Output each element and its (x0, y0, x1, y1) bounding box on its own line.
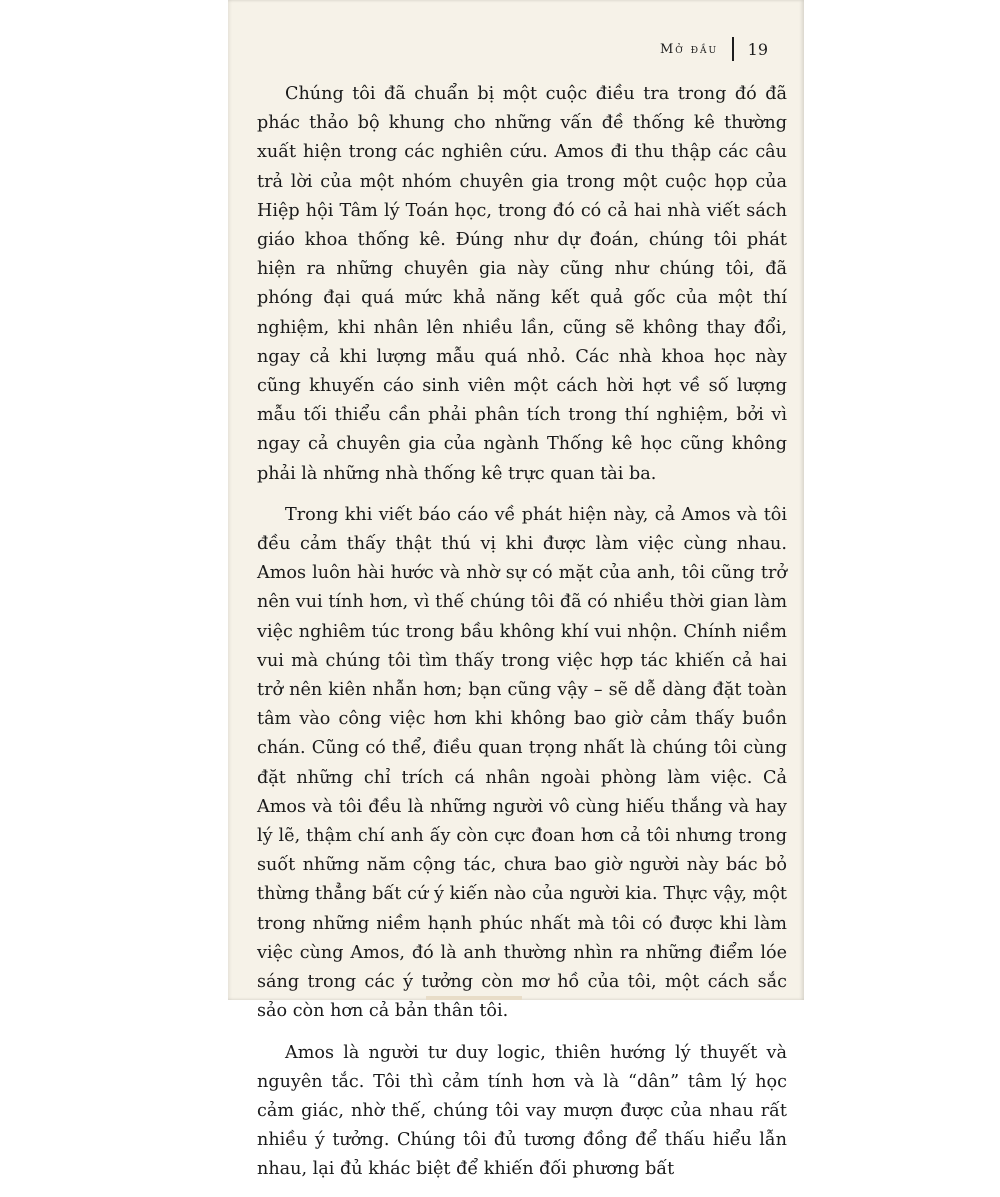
paragraph-2: Trong khi viết báo cáo về phát hiện này, cả Amos và tôi đều cảm thấy thật thú vị khi được làm việc cùng nhau. Amos luôn hài hước và nhờ sự có mặt của anh, tôi cũng trở nên vui tính hơn, vì thế chúng tôi đã có nhiều thời gian làm việc nghiêm túc trong bầu không khí vui nhộn. Chính niềm vui mà chúng tôi tìm thấy trong việc hợp tác khiến cả hai trở nên kiên nhẫn hơn; bạn cũng vậy – sẽ dễ dàng đặt toàn tâm vào công việc hơn khi không bao giờ cảm thấy buồn chán. Cũng có thể, điều quan trọng nhất là chúng tôi cùng đặt những chỉ trích cá nhân ngoài phòng làm việc. Cả Amos và tôi đều là những người vô cùng hiếu thắng và hay lý lẽ, thậm chí anh ấy còn cực đoan hơn cả tôi nhưng trong suốt những năm cộng tác, chưa bao giờ người này bác bỏ thừng thẳng bất cứ ý kiến nào của người kia. Thực vậy, một trong những niềm hạnh phúc nhất mà tôi có được khi làm việc cùng Amos, đó là anh thường nhìn ra những điểm lóe sáng trong các ý tưởng còn mơ hồ của tôi, một cách sắc sảo còn hơn cả bản thân tôi. (257, 504, 787, 1022)
page-number: 19 (747, 39, 768, 59)
paragraph-3: Amos là người tư duy logic, thiên hướng lý thuyết và nguyên tắc. Tôi thì cảm tính hơn và là “dân” tâm lý học cảm giác, nhờ thế, chúng tôi vay mượn được của nhau rất nhiều ý tưởng. Chúng tôi đủ tương đồng để thấu hiểu lẫn nhau, lại đủ khác biệt để khiến đối phương bất (257, 1042, 787, 1180)
body-text (257, 80, 787, 1197)
paragraph-1: Chúng tôi đã chuẩn bị một cuộc điều tra trong đó đã phác thảo bộ khung cho những vấn đề thống kê thường xuất hiện trong các nghiên cứu. Amos đi thu thập các câu trả lời của một nhóm chuyên gia trong một cuộc họp của Hiệp hội Tâm lý Toán học, trong đó có cả hai nhà viết sách giáo khoa thống kê. Đúng như dự đoán, chúng tôi phát hiện ra những chuyên gia này cũng như chúng tôi, đã phóng đại quá mức khả năng kết quả gốc của một thí nghiệm, khi nhân lên nhiều lần, cũng sẽ không thay đổi, ngay cả khi lượng mẫu quá nhỏ. Các nhà khoa học này cũng khuyến cáo sinh viên một cách hời hợt về số lượng mẫu tối thiểu cần phải phân tích trong thí nghiệm, bởi vì ngay cả chuyên gia của ngành Thống kê học cũng không phải là những nhà thống kê trực quan tài ba. (257, 84, 787, 484)
section-title: Mở đầu (659, 41, 719, 57)
header-divider (732, 37, 734, 61)
running-head (660, 36, 768, 62)
page-bottom-edge (426, 996, 522, 1000)
